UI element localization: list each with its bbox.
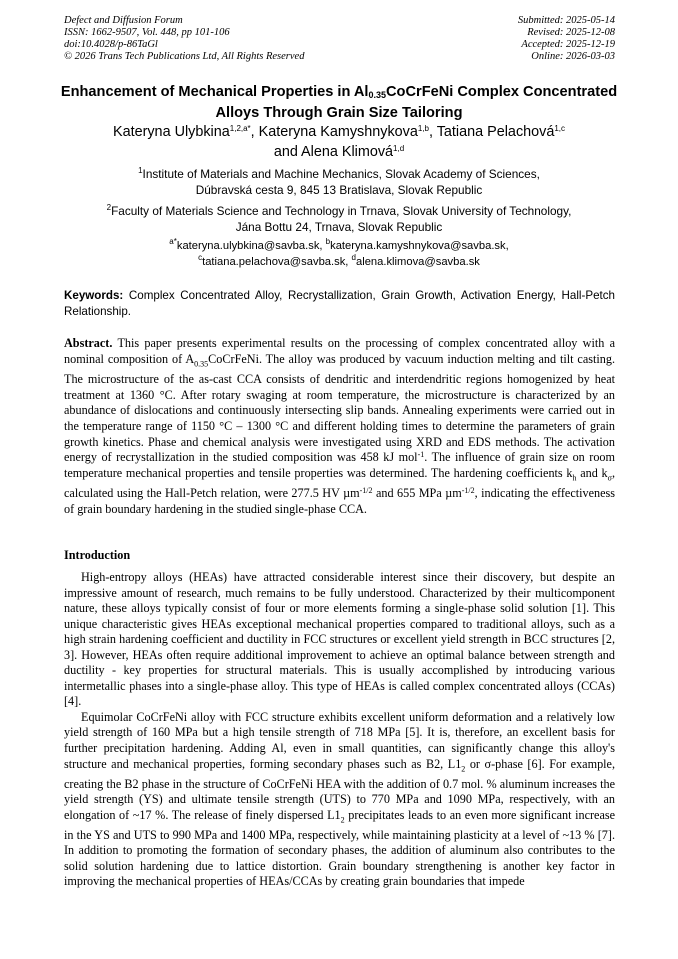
title-part: Enhancement of Mechanical Properties in Al <box>60 84 369 100</box>
email-link[interactable]: $^{a*}$kateryna.ulybkina@savba.sk, <box>169 237 323 252</box>
journal-name: Defect and Diffusion Forum <box>64 15 183 26</box>
author-list: Kateryna Ulybkina$^{1,2,a*}$, Kateryna Kamyshnykova$^{1,b}$, Tatiana Pelachová$^{1,c}$ and Alena Klimová$^{1,d}$ <box>112 124 566 160</box>
keywords-text: Complex Concentrated Alloy, Recrystallization, Grain Growth, Activation Energy, Hall-Petch Relationship. <box>64 289 615 318</box>
author: Kateryna Kamyshnykova$^{1,b}$ <box>258 124 429 140</box>
email-link[interactable]: $^c$tatiana.pelachova@savba.sk, <box>198 252 349 268</box>
online-date: Online: 2026-03-03 <box>531 51 615 62</box>
keywords-label: Keywords: <box>64 289 124 302</box>
author: Kateryna Ulybkina$^{1,2,a*}$ <box>112 124 251 140</box>
email-link[interactable]: $^d$alena.klimova@savba.sk <box>351 252 480 268</box>
copyright: © 2026 Trans Tech Publications Ltd, All Rights Reserved <box>64 51 305 62</box>
submitted-date: Submitted: 2025-05-14 <box>517 15 615 26</box>
accepted-date: Accepted: 2025-12-19 <box>521 39 615 50</box>
author: Alena Klimová$^{1,d}$ <box>301 144 405 160</box>
paper-title <box>40 83 638 122</box>
author-emails <box>40 239 638 270</box>
dates-header <box>518 15 615 63</box>
abstract-label: Abstract. <box>64 336 113 350</box>
doi[interactable]: doi:10.4028/p-86TaGl <box>64 39 158 50</box>
keywords <box>64 288 615 319</box>
email-link[interactable]: $^b$kateryna.kamyshnykova@savba.sk, <box>325 237 509 252</box>
author: Tatiana Pelachová$^{1,c}$ <box>436 124 566 140</box>
paragraph: Equimolar CoCrFeNi alloy with FCC structure exhibits excellent uniform deformation and a relatively low yield strength of 160 MPa but a high tensile strength of 718 MPa [5]. It is, therefore, an excellent basis for further precipitation hardening. Adding Al, even in small quantities, can significantly change this alloy's structure and mechanical properties, forming secondary phases such as B2, $L1_2$ or σ-phase [6]. For example, creating the B2 phase in the structure of CoCrFeNi HEA with the addition of 0.7 mol. % aluminum increases the yield strength (YS) and ultimate tensile strength (UTS) to 770 MPa and 1090 MPa, respectively, with an elongation of ~17 %. The release of finely dispersed $L1_2$ precipitates leads to an even more significant increase in the YS and UTS to 990 MPa and 1400 MPa, respectively, while maintaining plasticity at a level of ~13 % [7]. In addition to promoting the formation of secondary phases, the addition of aluminum also contributes to the solid solution hardening due to lattice distortion. Grain boundary strengthening is another key factor in improving the mechanical properties of HEAs/CCAs by creating grain boundaries that impede <box>64 709 616 889</box>
affiliation: $^1$Institute of Materials and Machine Mechanics, Slovak Academy of Sciences, Dúbravská cesta 9, 845 13 Bratislava, Slovak Republic <box>138 166 540 197</box>
section-heading-introduction: Introduction <box>64 548 131 562</box>
affiliation: $^2$Faculty of Materials Science and Technology in Trnava, Slovak University of Technology, Jána Bottu 24, Trnava, Slovak Republic <box>106 203 572 234</box>
revised-date: Revised: 2025-12-08 <box>527 27 615 38</box>
issn: ISSN: 1662-9507, Vol. 448, pp 101-106 <box>64 27 230 38</box>
title-part: CoCrFeNi Complex Concentrated Alloys Through Grain Size Tailoring <box>215 84 618 121</box>
introduction-body <box>64 570 615 890</box>
abstract: Abstract. This paper presents experimental results on the processing of complex concentrated alloy with a nominal composition of $A_{0.35}CoCrFeNi$. The alloy was produced by vacuum induction melting and tilt casting. The microstructure of the as-cast CCA consists of dendritic and interdendritic regions homogenized by heat treatment at 1360 °C. After rotary swaging at room temperature, the microstructure is characterized by an abundance of dislocations and continuously intersecting slip bands. Annealing experiments were carried out in the temperature range of 1150 °C – 1300 °C and different holding times to determine the parameters of grain growth kinetics. Phase and chemical analysis were investigated using XRD and EDS methods. The activation energy of recrystallization in the studied composition was 458 kJ mol$^{-1}$. The influence of grain size on room temperature mechanical properties and tensile properties was determined. The hardening coefficients $k_h$ and $k_\sigma$, calculated using the Hall-Petch relation, were 277.5 HV µm$^{-1/2}$ and 655 MPa µm$^{-1/2}$, indicating the effectiveness of grain boundary hardening in the studied single-phase CCA. <box>64 336 615 516</box>
paragraph: High-entropy alloys (HEAs) have attracted considerable interest since their discovery, but despite an impressive amount of research, much remains to be fully understood. Characterized by their multicomponent nature, these alloys typically consist of four or more elements forming a single-phase solid solution [1]. This unique characteristic gives HEAs exceptional mechanical properties compared to traditional alloys, such as a high strain hardening coefficient and ductility in FCC structures or excellent yield strength in BCC structures [2, 3]. However, HEAs often require additional improvement to achieve an optimal balance between strength and ductility - key properties for structural materials. This is usually accomplished by introducing various intermetallic phases into a single-phase alloy. This type of HEAs is called complex concentrated alloys (CCAs) [4]. <box>64 570 615 709</box>
journal-header <box>64 15 304 63</box>
title-subscript: 0.35 <box>368 90 387 100</box>
